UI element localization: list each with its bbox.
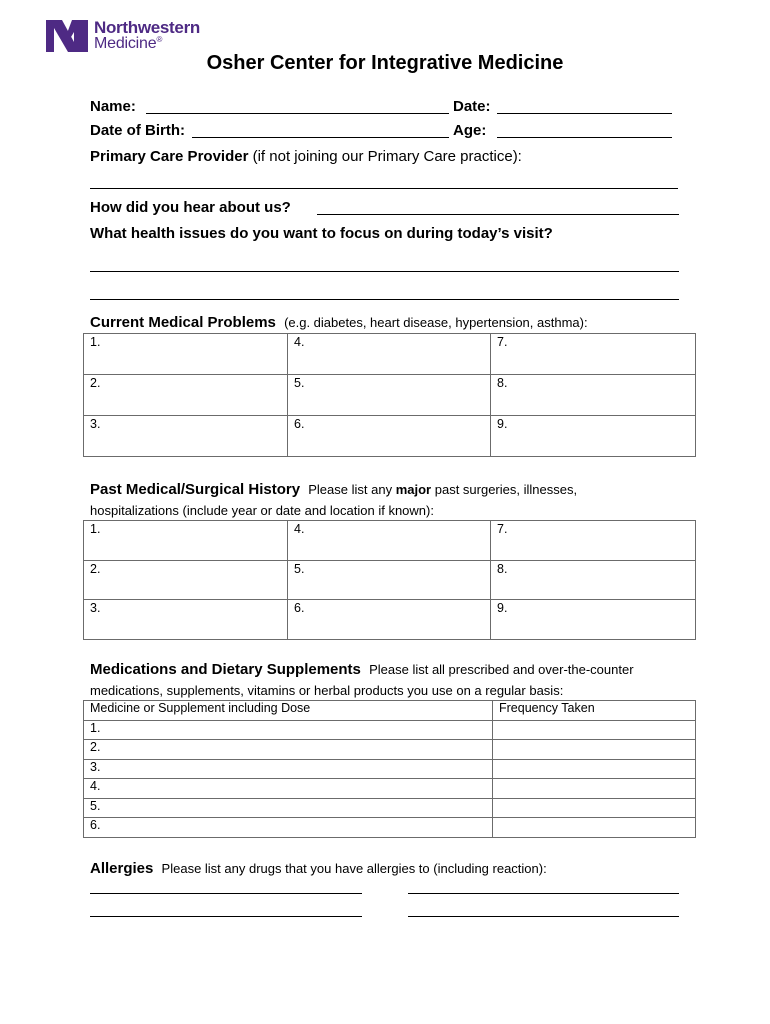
current-problems-heading: Current Medical Problems (e.g. diabetes, heart disease, hypertension, asthma): [90, 314, 588, 331]
cp-cell[interactable]: 2. [84, 375, 288, 416]
ph-cell[interactable]: 3. [84, 600, 288, 640]
med-row-medicine[interactable]: 2. [84, 740, 493, 760]
ph-cell[interactable]: 6. [288, 600, 491, 640]
ph-cell[interactable]: 7. [491, 521, 696, 561]
hear-label: How did you hear about us? [90, 199, 291, 216]
cp-cell[interactable]: 3. [84, 416, 288, 457]
allergy-field[interactable] [90, 916, 362, 917]
allergies-heading: Allergies Please list any drugs that you have allergies to (including reaction): [90, 860, 547, 877]
med-header-frequency: Frequency Taken [493, 701, 696, 721]
focus-label: What health issues do you want to focus on during today’s visit? [90, 225, 553, 242]
med-row-frequency[interactable] [493, 759, 696, 779]
logo-text-medicine: Medicine® [94, 35, 163, 52]
cp-cell[interactable]: 6. [288, 416, 491, 457]
past-history-heading: Past Medical/Surgical History Please list any major past surgeries, illnesses, [90, 481, 578, 498]
logo-text-northwestern: Northwestern [94, 18, 200, 37]
allergy-field[interactable] [408, 916, 679, 917]
cp-cell[interactable]: 7. [491, 334, 696, 375]
cp-cell[interactable]: 5. [288, 375, 491, 416]
current-problems-table [83, 333, 696, 457]
med-row-frequency[interactable] [493, 818, 696, 838]
name-field[interactable] [146, 113, 449, 114]
allergy-field[interactable] [90, 893, 362, 894]
medications-table [83, 700, 696, 838]
past-history-note-line2: hospitalizations (include year or date and location if known): [90, 503, 434, 518]
med-row-medicine[interactable]: 5. [84, 798, 493, 818]
nm-logo-icon [46, 20, 90, 52]
cp-cell[interactable]: 8. [491, 375, 696, 416]
med-row-medicine[interactable]: 4. [84, 779, 493, 799]
med-row-frequency[interactable] [493, 720, 696, 740]
medications-note: Please list all prescribed and over-the-counter [369, 662, 634, 677]
med-row-medicine[interactable]: 3. [84, 759, 493, 779]
med-header-medicine: Medicine or Supplement including Dose [84, 701, 493, 721]
pcp-note: (if not joining our Primary Care practice): [252, 148, 522, 165]
date-field[interactable] [497, 113, 672, 114]
medications-note-line2: medications, supplements, vitamins or herbal products you use on a regular basis: [90, 683, 564, 698]
ph-cell[interactable]: 2. [84, 561, 288, 600]
focus-field-line-1[interactable] [90, 271, 679, 272]
age-field[interactable] [497, 137, 672, 138]
past-history-table [83, 520, 696, 640]
cp-cell[interactable]: 9. [491, 416, 696, 457]
hear-field[interactable] [317, 214, 679, 215]
med-row-frequency[interactable] [493, 798, 696, 818]
med-row-medicine[interactable]: 1. [84, 720, 493, 740]
name-label: Name: [90, 98, 136, 115]
medications-heading: Medications and Dietary Supplements Please list all prescribed and over-the-counter [90, 661, 634, 678]
focus-field-line-2[interactable] [90, 299, 679, 300]
allergy-field[interactable] [408, 893, 679, 894]
northwestern-medicine-logo [46, 18, 216, 54]
ph-cell[interactable]: 1. [84, 521, 288, 561]
med-row-frequency[interactable] [493, 740, 696, 760]
cp-cell[interactable]: 1. [84, 334, 288, 375]
dob-label: Date of Birth: [90, 122, 185, 139]
ph-cell[interactable]: 5. [288, 561, 491, 600]
dob-field[interactable] [192, 137, 449, 138]
med-row-medicine[interactable]: 6. [84, 818, 493, 838]
med-row-frequency[interactable] [493, 779, 696, 799]
current-problems-note: (e.g. diabetes, heart disease, hypertension, asthma): [284, 315, 588, 330]
past-history-note: Please list any major past surgeries, illnesses, [308, 482, 578, 497]
ph-cell[interactable]: 9. [491, 600, 696, 640]
pcp-field[interactable] [90, 188, 678, 189]
page-title: Osher Center for Integrative Medicine [206, 52, 564, 74]
pcp-label: Primary Care Provider (if not joining our Primary Care practice): [90, 148, 522, 165]
ph-cell[interactable]: 8. [491, 561, 696, 600]
ph-cell[interactable]: 4. [288, 521, 491, 561]
age-label: Age: [453, 122, 487, 139]
date-label: Date: [453, 98, 491, 115]
allergies-note: Please list any drugs that you have allergies to (including reaction): [161, 861, 547, 876]
cp-cell[interactable]: 4. [288, 334, 491, 375]
